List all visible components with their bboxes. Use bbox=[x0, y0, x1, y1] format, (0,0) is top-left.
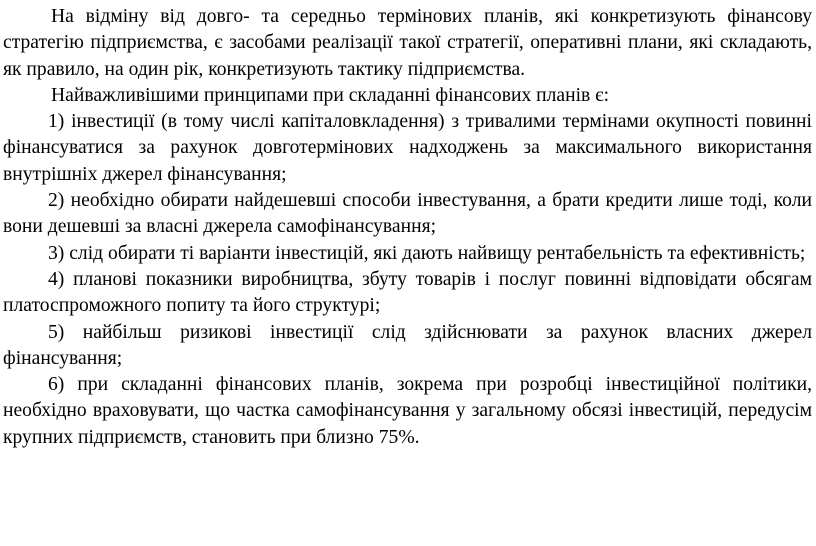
list-item bbox=[3, 267, 812, 320]
list-item bbox=[3, 320, 812, 373]
list-item bbox=[3, 241, 812, 267]
list-item bbox=[3, 372, 812, 451]
list-item-text: інвестиції (в тому числі капіталовкладення) з тривалими термінами окупності повинні фінансуватися за рахунок довготермінових надходжень за максимального використання внутрішніх джерел фінансування; bbox=[3, 111, 812, 185]
list-item-text: слід обирати ті варіанти інвестицій, які дають найвищу рентабельність та ефективність; bbox=[69, 242, 806, 264]
list-item-number: 2) bbox=[48, 190, 65, 212]
list-item-number: 1) bbox=[48, 111, 65, 133]
list-item-text: планові показники виробництва, збуту товарів і послуг повинні відповідати обсягам платоспроможного попиту та його структурі; bbox=[3, 268, 812, 317]
list-item-number: 4) bbox=[48, 268, 65, 290]
paragraph-intro: На відміну від довго- та середньо термінових планів, які конкретизують фінансову стратегію підприємства, є засобами реалізації такої стратегії, оперативні плани, які складають, як правило, на один рік, конкретизують тактику підприємства. bbox=[3, 6, 812, 80]
list-item-number: 6) bbox=[48, 374, 65, 396]
list-item-number: 5) bbox=[48, 321, 65, 343]
list-item-number: 3) bbox=[48, 242, 65, 264]
list-item-text: необхідно обирати найдешевші способи інвестування, а брати кредити лише тоді, коли вони дешевші за власні джерела самофінансування; bbox=[3, 190, 812, 238]
list-item bbox=[3, 188, 812, 241]
list-item-text: при складанні фінансових планів, зокрема при розробці інвестиційної політики, необхідно враховувати, що частка самофінансування у загальному обсязі інвестицій, передусім крупних підприємств, становить при близно 75%. bbox=[3, 374, 812, 448]
list-item-text: найбільш ризикові інвестиції слід здійснювати за рахунок власних джерел фінансування; bbox=[3, 321, 812, 369]
paragraph-principles-heading: Найважливішими принципами при складанні фінансових планів є: bbox=[51, 84, 610, 106]
list-item bbox=[3, 109, 812, 188]
